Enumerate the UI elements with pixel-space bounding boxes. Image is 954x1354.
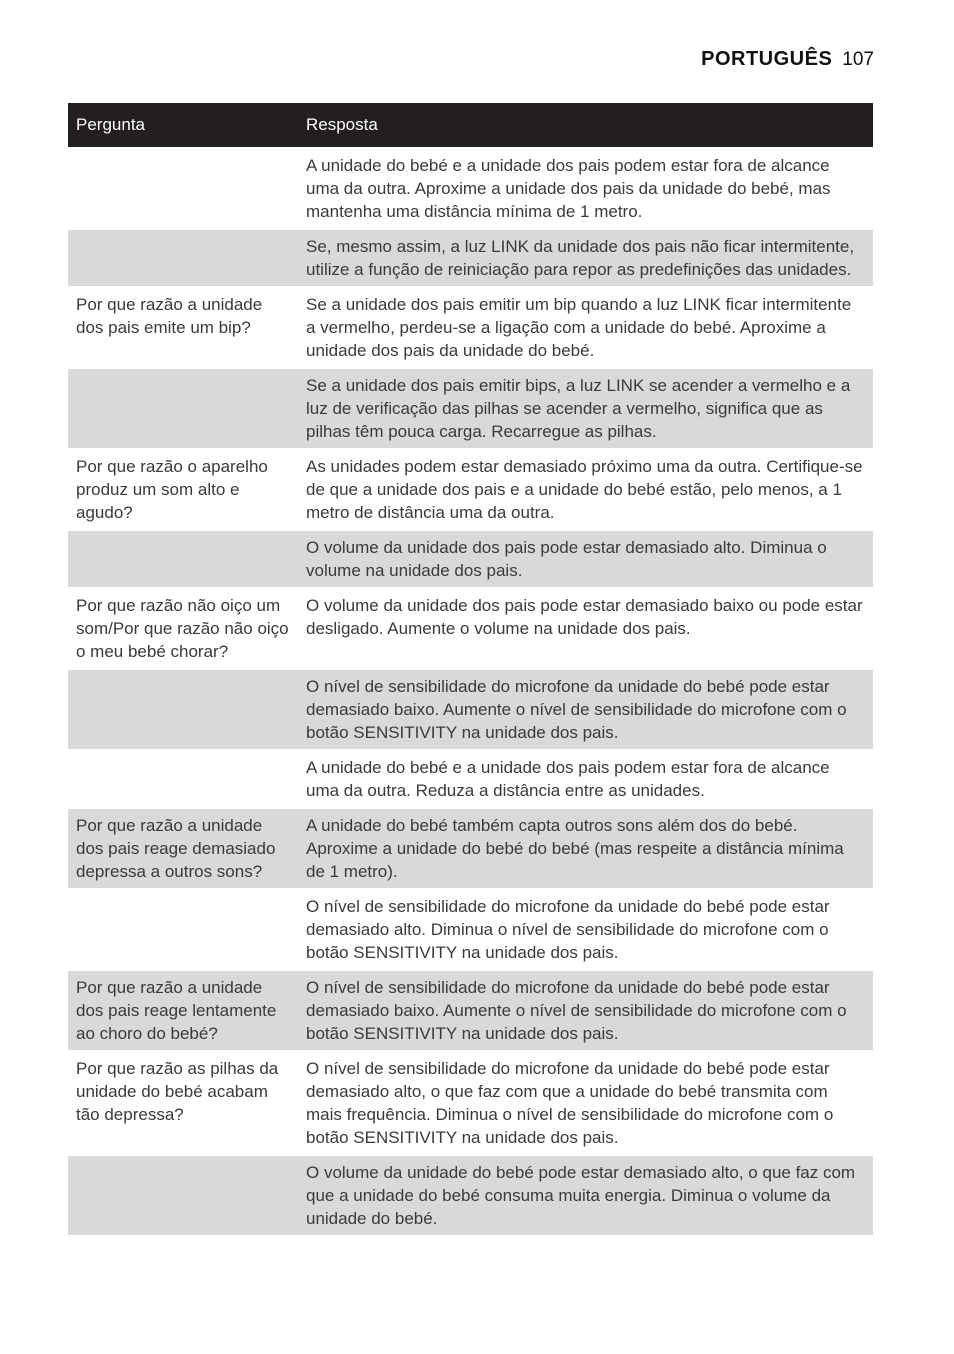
table-row: [68, 1155, 873, 1235]
answer-cell: O nível de sensibilidade do microfone da unidade do bebé pode estar demasiado alto, o que faz com que a unidade do bebé transmita com mais frequência. Diminua o nível de sensibilidade do microfone com o botão SENSITIVITY na unidade dos pais.: [298, 1051, 873, 1155]
answer-cell: A unidade do bebé também capta outros sons além dos do bebé. Aproxime a unidade do bebé do bebé (mas respeite a distância mínima de 1 metro).: [298, 808, 873, 889]
table-row: [68, 889, 873, 970]
table-row: [68, 449, 873, 530]
table-row: [68, 750, 873, 808]
question-cell: Por que razão a unidade dos pais reage demasiado depressa a outros sons?: [68, 808, 298, 889]
table-row: [68, 1051, 873, 1155]
table-row: [68, 588, 873, 669]
table-row: [68, 669, 873, 750]
language-label: PORTUGUÊS: [701, 48, 833, 70]
column-header-answer: Resposta: [298, 103, 873, 148]
question-cell: [68, 229, 298, 287]
answer-cell: A unidade do bebé e a unidade dos pais podem estar fora de alcance uma da outra. Reduza a distância entre as unidades.: [298, 750, 873, 808]
answer-cell: O nível de sensibilidade do microfone da unidade do bebé pode estar demasiado baixo. Aumente o nível de sensibilidade do microfone com o botão SENSITIVITY na unidade dos pais.: [298, 970, 873, 1051]
column-header-question: Pergunta: [68, 103, 298, 148]
table-row: [68, 287, 873, 368]
question-cell: [68, 368, 298, 449]
answer-cell: Se a unidade dos pais emitir bips, a luz LINK se acender a vermelho e a luz de verificação das pilhas se acender a vermelho, significa que as pilhas têm pouca carga. Recarregue as pilhas.: [298, 368, 873, 449]
page-number: 107: [842, 49, 874, 70]
troubleshooting-table: [68, 103, 873, 1235]
question-cell: Por que razão o aparelho produz um som alto e agudo?: [68, 449, 298, 530]
table-row: [68, 368, 873, 449]
table-row: [68, 530, 873, 588]
answer-cell: As unidades podem estar demasiado próximo uma da outra. Certifique-se de que a unidade dos pais e a unidade do bebé estão, pelo menos, a 1 metro de distância uma da outra.: [298, 449, 873, 530]
question-cell: [68, 148, 298, 229]
question-cell: Por que razão as pilhas da unidade do bebé acabam tão depressa?: [68, 1051, 298, 1155]
answer-cell: O volume da unidade dos pais pode estar demasiado baixo ou pode estar desligado. Aumente o volume na unidade dos pais.: [298, 588, 873, 669]
question-cell: [68, 669, 298, 750]
page-header: [701, 48, 874, 71]
question-cell: [68, 889, 298, 970]
question-cell: Por que razão a unidade dos pais emite um bip?: [68, 287, 298, 368]
answer-cell: O volume da unidade dos pais pode estar demasiado alto. Diminua o volume na unidade dos pais.: [298, 530, 873, 588]
table-row: [68, 970, 873, 1051]
answer-cell: A unidade do bebé e a unidade dos pais podem estar fora de alcance uma da outra. Aproxime a unidade dos pais da unidade do bebé, mas mantenha uma distância mínima de 1 metro.: [298, 148, 873, 229]
answer-cell: O nível de sensibilidade do microfone da unidade do bebé pode estar demasiado baixo. Aumente o nível de sensibilidade do microfone com o botão SENSITIVITY na unidade dos pais.: [298, 669, 873, 750]
table-row: [68, 808, 873, 889]
table-row: [68, 148, 873, 229]
question-cell: [68, 530, 298, 588]
question-cell: Por que razão a unidade dos pais reage lentamente ao choro do bebé?: [68, 970, 298, 1051]
table-header-row: [68, 103, 873, 148]
question-cell: [68, 750, 298, 808]
answer-cell: O nível de sensibilidade do microfone da unidade do bebé pode estar demasiado alto. Diminua o nível de sensibilidade do microfone com o botão SENSITIVITY na unidade dos pais.: [298, 889, 873, 970]
answer-cell: Se, mesmo assim, a luz LINK da unidade dos pais não ficar intermitente, utilize a função de reiniciação para repor as predefinições das unidades.: [298, 229, 873, 287]
answer-cell: O volume da unidade do bebé pode estar demasiado alto, o que faz com que a unidade do bebé consuma muita energia. Diminua o volume da unidade do bebé.: [298, 1155, 873, 1235]
question-cell: Por que razão não oiço um som/Por que razão não oiço o meu bebé chorar?: [68, 588, 298, 669]
answer-cell: Se a unidade dos pais emitir um bip quando a luz LINK ficar intermitente a vermelho, perdeu-se a ligação com a unidade do bebé. Aproxime a unidade dos pais da unidade do bebé.: [298, 287, 873, 368]
question-cell: [68, 1155, 298, 1235]
table-row: [68, 229, 873, 287]
